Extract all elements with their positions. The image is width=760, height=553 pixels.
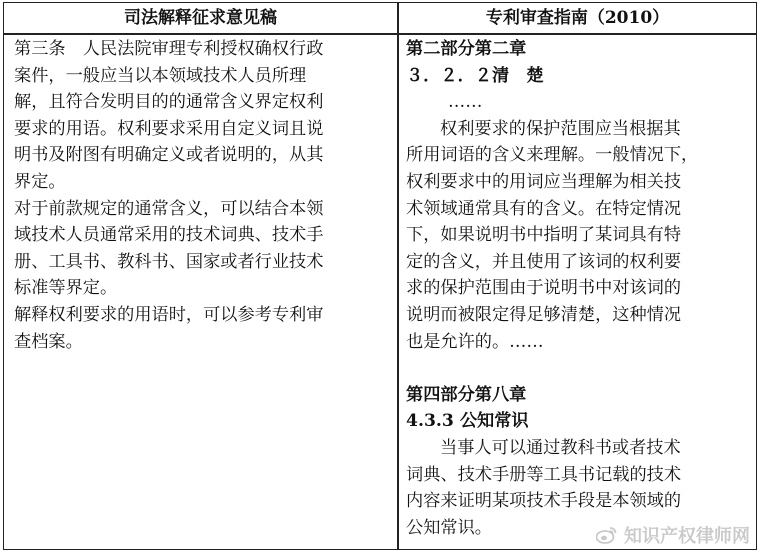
section-title: 第二部分第二章 bbox=[406, 39, 527, 59]
watermark bbox=[596, 522, 750, 548]
left-line: 标准等界定。 bbox=[14, 278, 118, 299]
comparison-table bbox=[3, 2, 757, 550]
right-line: 当事人可以通过教科书或者技术 bbox=[440, 437, 681, 458]
right-line: 权利要求中的用词应当理解为相关技 bbox=[406, 171, 682, 192]
right-column-cell bbox=[406, 36, 750, 541]
right-line: 下，如果说明书中指明了某词具有特 bbox=[406, 225, 682, 246]
left-line: 解，且符合发明目的的通常含义界定权利 bbox=[14, 92, 324, 113]
left-line: 第三条 人民法院审理专利授权确权行政 bbox=[14, 39, 324, 59]
right-line: 词典、技术手册等工具书记载的技术 bbox=[406, 464, 682, 485]
right-line: 公知常识。 bbox=[406, 517, 492, 538]
left-line: 解释权利要求的用语时，可以参考专利审 bbox=[14, 304, 324, 325]
left-column-header: 司法解释征求意见稿 bbox=[124, 8, 277, 28]
left-line: 查档案。 bbox=[14, 331, 83, 352]
right-line: 所用词语的含义来理解。一般情况下， bbox=[406, 145, 699, 166]
spacer bbox=[406, 355, 750, 382]
right-line: 也是允许的。…… bbox=[406, 331, 544, 352]
left-line: 界定。 bbox=[14, 171, 66, 192]
left-line: 要求的用语。权利要求采用自定义词且说 bbox=[14, 118, 324, 139]
left-line: 对于前款规定的通常含义，可以结合本领 bbox=[14, 198, 324, 219]
section-subtitle: ３．２．２清 楚 bbox=[406, 65, 544, 86]
right-line: 术领域通常具有的含义。在特定情况 bbox=[406, 198, 682, 219]
section-title: 第四部分第八章 bbox=[406, 384, 527, 405]
right-column-header: 专利审查指南（2010） bbox=[485, 8, 670, 28]
section-subtitle: 4.3.3 公知常识 bbox=[406, 411, 529, 432]
left-line: 册、工具书、教科书、国家或者行业技术 bbox=[14, 251, 324, 272]
left-line: 明书及附图有明确定义或者说明的，从其 bbox=[14, 145, 324, 166]
header-divider bbox=[4, 33, 756, 35]
right-line: 说明而被限定得足够清楚，这种情况 bbox=[406, 304, 682, 325]
right-line: 权利要求的保护范围应当根据其 bbox=[440, 118, 681, 139]
left-line: 域技术人员通常采用的技术词典、技术手 bbox=[14, 225, 324, 246]
watermark-text: 知识产权律师网 bbox=[624, 526, 750, 547]
right-line: 内容来证明某项技术手段是本领域的 bbox=[406, 491, 682, 512]
right-line: 定的含义，并且使用了该词的权利要 bbox=[406, 251, 682, 272]
weibo-icon bbox=[596, 526, 618, 544]
ellipsis-line: …… bbox=[448, 92, 483, 113]
left-column-cell bbox=[14, 36, 392, 355]
left-line: 案件，一般应当以本领域技术人员所理 bbox=[14, 65, 307, 86]
right-line: 求的保护范围由于说明书中对该词的 bbox=[406, 278, 682, 299]
column-divider bbox=[397, 3, 399, 549]
